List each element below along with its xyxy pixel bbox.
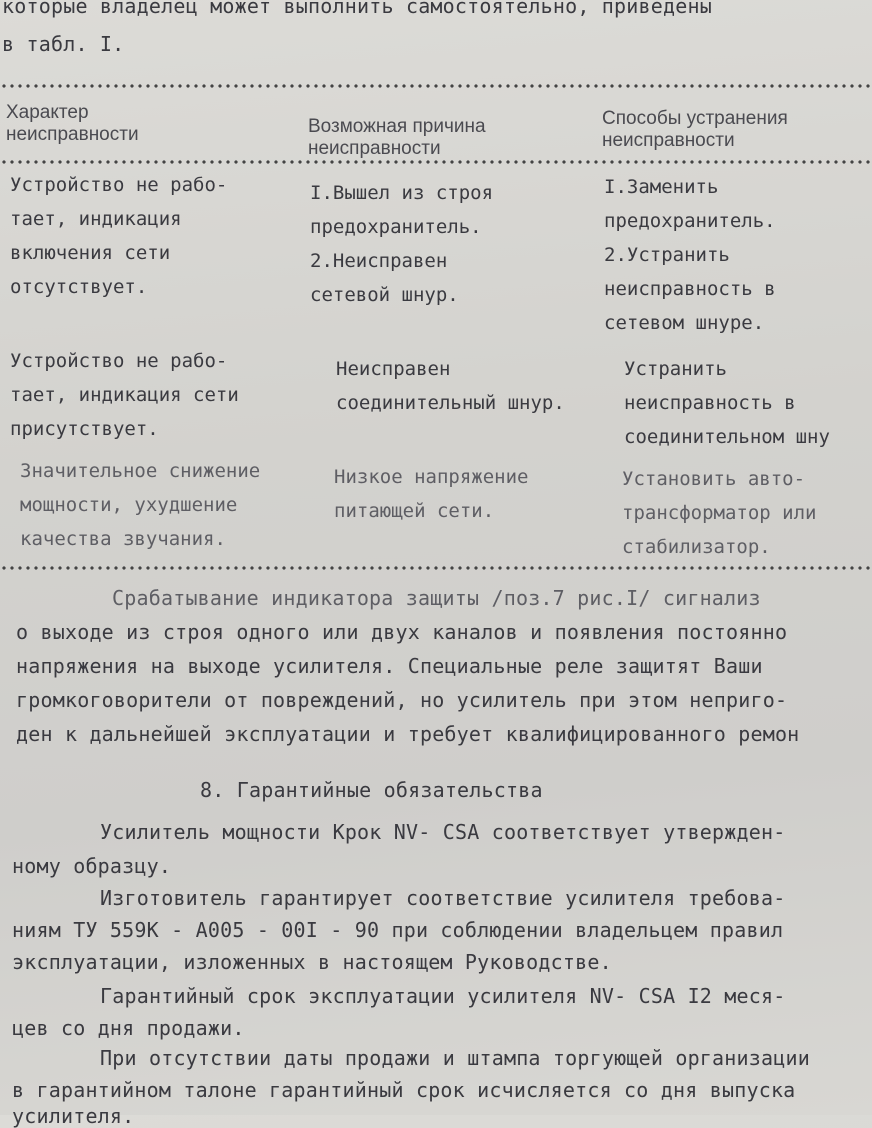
table-cell-remedy: Установить авто- трансформатор или стабилизатор. [622,468,817,558]
paragraph-line: усилителя. [12,1104,135,1128]
intro-line: в табл. I. [2,32,125,56]
paragraph-line: о выходе из строя одного или двух каналов и появления постоянно [16,620,788,644]
table-cell-cause: Неисправен соединительный шнур. [336,358,565,414]
table-cell-symptom: Устройство не рабо- тает, индикация сети присутствует. [10,350,239,440]
table-cell-cause: Низкое напряжение питающей сети. [334,466,529,522]
table-cell-cause: I.Вышел из строя предохранитель. 2.Неисправен сетевой шнур. [310,182,494,306]
paragraph-line: цев со дня продажи. [12,1016,245,1040]
paragraph-line: громкоговорители от повреждений, но усилитель при этом неприго- [16,688,788,712]
paragraph-line: эксплуатации, изложенных в настоящем Руководстве. [12,950,612,974]
paragraph-line: Срабатывание индикатора защиты /поз.7 рис.I/ сигнализ [112,586,761,610]
table-top-rule [0,84,872,88]
paragraph-line: ному образцу. [12,854,172,878]
section-title: 8. Гарантийные обязательства [200,778,543,802]
table-header-rule [0,160,872,164]
paragraph-line: Гарантийный срок эксплуатации усилителя NV- CSA I2 меся- [100,984,786,1008]
intro-line: которые владелец может выполнить самостоятельно, приведены [2,0,712,18]
table-cell-symptom: Значительное снижение мощности, ухудшение качества звучания. [20,460,261,550]
table-cell-remedy: Устранить неисправность в соединительном шну [624,358,830,448]
paragraph-line: напряжения на выходе усилителя. Специальные реле защитят Ваши [16,654,763,678]
paragraph-line: в гарантийном талоне гарантийный срок исчисляется со дня выпуска [12,1078,796,1102]
table-cell-remedy: I.Заменить предохранитель. 2.Устранить неисправность в сетевом шнуре. [604,176,776,334]
paragraph-line: ден к дальнейшей эксплуатации и требует квалифицированного ремон [16,722,800,746]
table-header-symptom: Характер неисправности [6,102,139,145]
table-cell-symptom: Устройство не рабо- тает, индикация включения сети отсутствует. [10,174,228,298]
table-bottom-rule [0,566,872,570]
table-header-cause: Возможная причина неисправности [308,116,486,159]
table-header-remedy: Способы устранения неисправности [602,108,788,151]
paragraph-line: Изготовитель гарантирует соответствие усилителя требова- [100,886,786,910]
paragraph-line: Усилитель мощности Крок NV- CSA соответствует утвержден- [100,820,786,844]
paragraph-line: При отсутствии даты продажи и штампа торгующей организации [100,1046,810,1070]
paragraph-line: ниям ТУ 559К - А005 - 00I - 90 при соблюдении владельцем правил [12,918,784,942]
